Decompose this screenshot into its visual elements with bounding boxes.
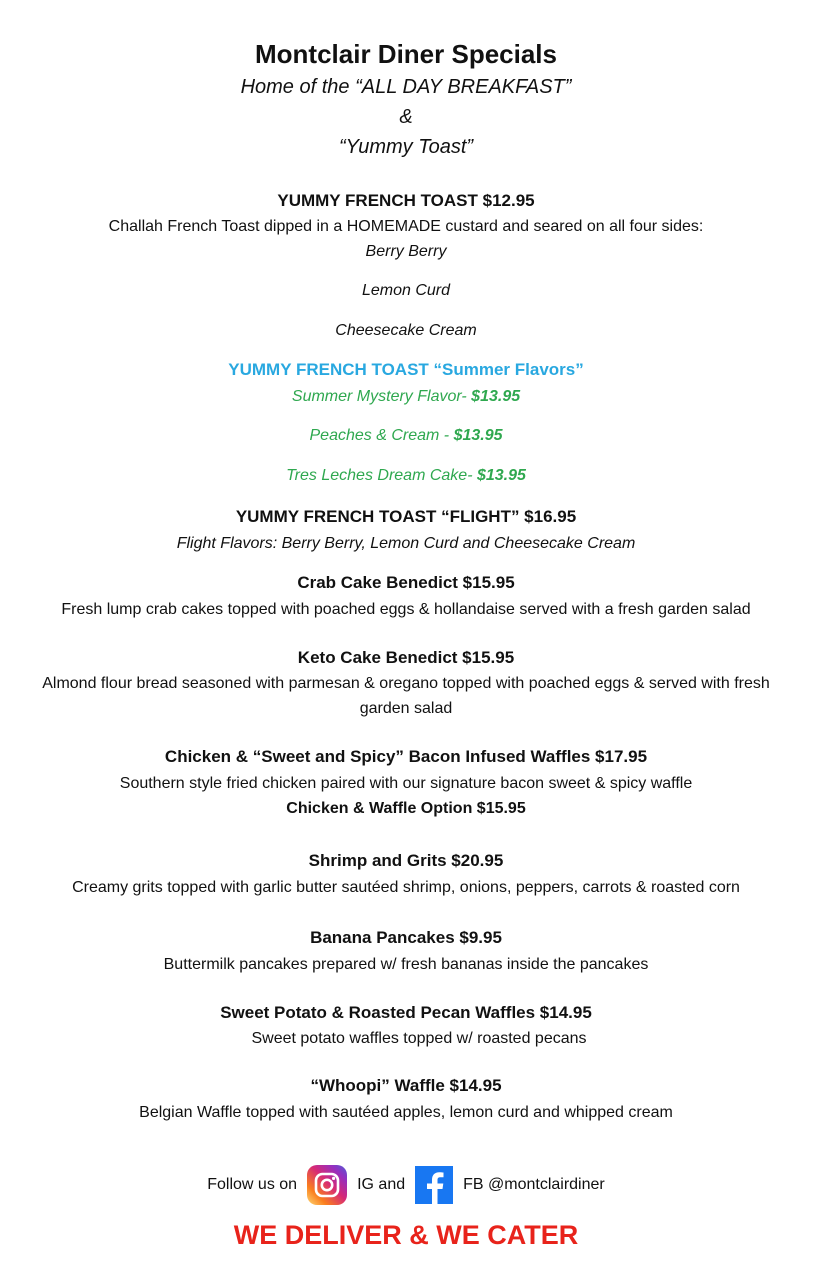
whoopi-heading: “Whoopi” Waffle $14.95 (310, 1076, 502, 1095)
french-toast-desc: Challah French Toast dipped in a HOMEMADE custard and seared on all four sides: (108, 218, 704, 235)
fb-label: FB @montclairdiner (463, 1176, 605, 1193)
summer-flavors-heading: YUMMY FRENCH TOAST “Summer Flavors” (228, 360, 584, 379)
shrimp-heading: Shrimp and Grits $20.95 (308, 851, 504, 870)
french-toast-heading: YUMMY FRENCH TOAST $12.95 (277, 191, 535, 210)
keto-desc-line2: garden salad (359, 700, 453, 717)
banana-heading: Banana Pancakes $9.95 (310, 928, 502, 947)
summer-flavor-price: $13.95 (471, 388, 521, 405)
sweet-potato-heading: Sweet Potato & Roasted Pecan Waffles $14.95 (220, 1003, 592, 1022)
sweet-potato-desc: Sweet potato waffles topped w/ roasted pecans (251, 1030, 587, 1047)
chicken-desc: Southern style fried chicken paired with our signature bacon sweet & spicy waffle (119, 775, 693, 792)
summer-flavor-name: Summer Mystery Flavor- (291, 388, 472, 405)
flavor-item: Cheesecake Cream (335, 322, 477, 339)
chicken-heading: Chicken & “Sweet and Spicy” Bacon Infused Waffles $17.95 (164, 747, 648, 766)
summer-flavor-item (0, 467, 812, 485)
summer-flavor-name: Peaches & Cream - (309, 427, 454, 444)
social-footer (0, 1165, 812, 1205)
flight-heading: YUMMY FRENCH TOAST “FLIGHT” $16.95 (235, 507, 577, 526)
flight-desc: Flight Flavors: Berry Berry, Lemon Curd and Cheesecake Cream (176, 535, 636, 552)
summer-flavor-item (0, 388, 812, 406)
page-title: Montclair Diner Specials (255, 39, 557, 69)
flavor-item: Lemon Curd (361, 282, 451, 299)
crab-desc: Fresh lump crab cakes topped with poached eggs & hollandaise served with a fresh garden salad (61, 601, 751, 618)
flavor-item: Berry Berry (365, 243, 447, 260)
deliver-cater-banner: WE DELIVER & WE CATER (233, 1220, 579, 1250)
summer-flavor-item (0, 427, 812, 445)
summer-flavor-price: $13.95 (476, 467, 526, 484)
keto-desc-line1: Almond flour bread seasoned with parmesan & oregano topped with poached eggs & served with fresh (42, 675, 770, 692)
chicken-option: Chicken & Waffle Option $15.95 (286, 800, 526, 817)
crab-heading: Crab Cake Benedict $15.95 (297, 573, 515, 592)
summer-flavor-price: $13.95 (453, 427, 503, 444)
banana-desc: Buttermilk pancakes prepared w/ fresh bananas inside the pancakes (163, 956, 649, 973)
ig-label: IG and (357, 1176, 406, 1193)
page-subtitle: Home of the “ALL DAY BREAKFAST” (240, 76, 572, 98)
instagram-icon[interactable] (307, 1165, 347, 1205)
summer-flavor-name: Tres Leches Dream Cake- (286, 467, 477, 484)
facebook-icon[interactable] (415, 1166, 453, 1204)
whoopi-desc: Belgian Waffle topped with sautéed apples, lemon curd and whipped cream (139, 1104, 673, 1121)
shrimp-desc: Creamy grits topped with garlic butter sautéed shrimp, onions, peppers, carrots & roasted corn (72, 879, 740, 896)
follow-label: Follow us on (207, 1176, 298, 1193)
keto-heading: Keto Cake Benedict $15.95 (297, 648, 515, 667)
yummy-toast-tagline: “Yummy Toast” (338, 136, 474, 158)
ampersand: & (399, 106, 413, 128)
